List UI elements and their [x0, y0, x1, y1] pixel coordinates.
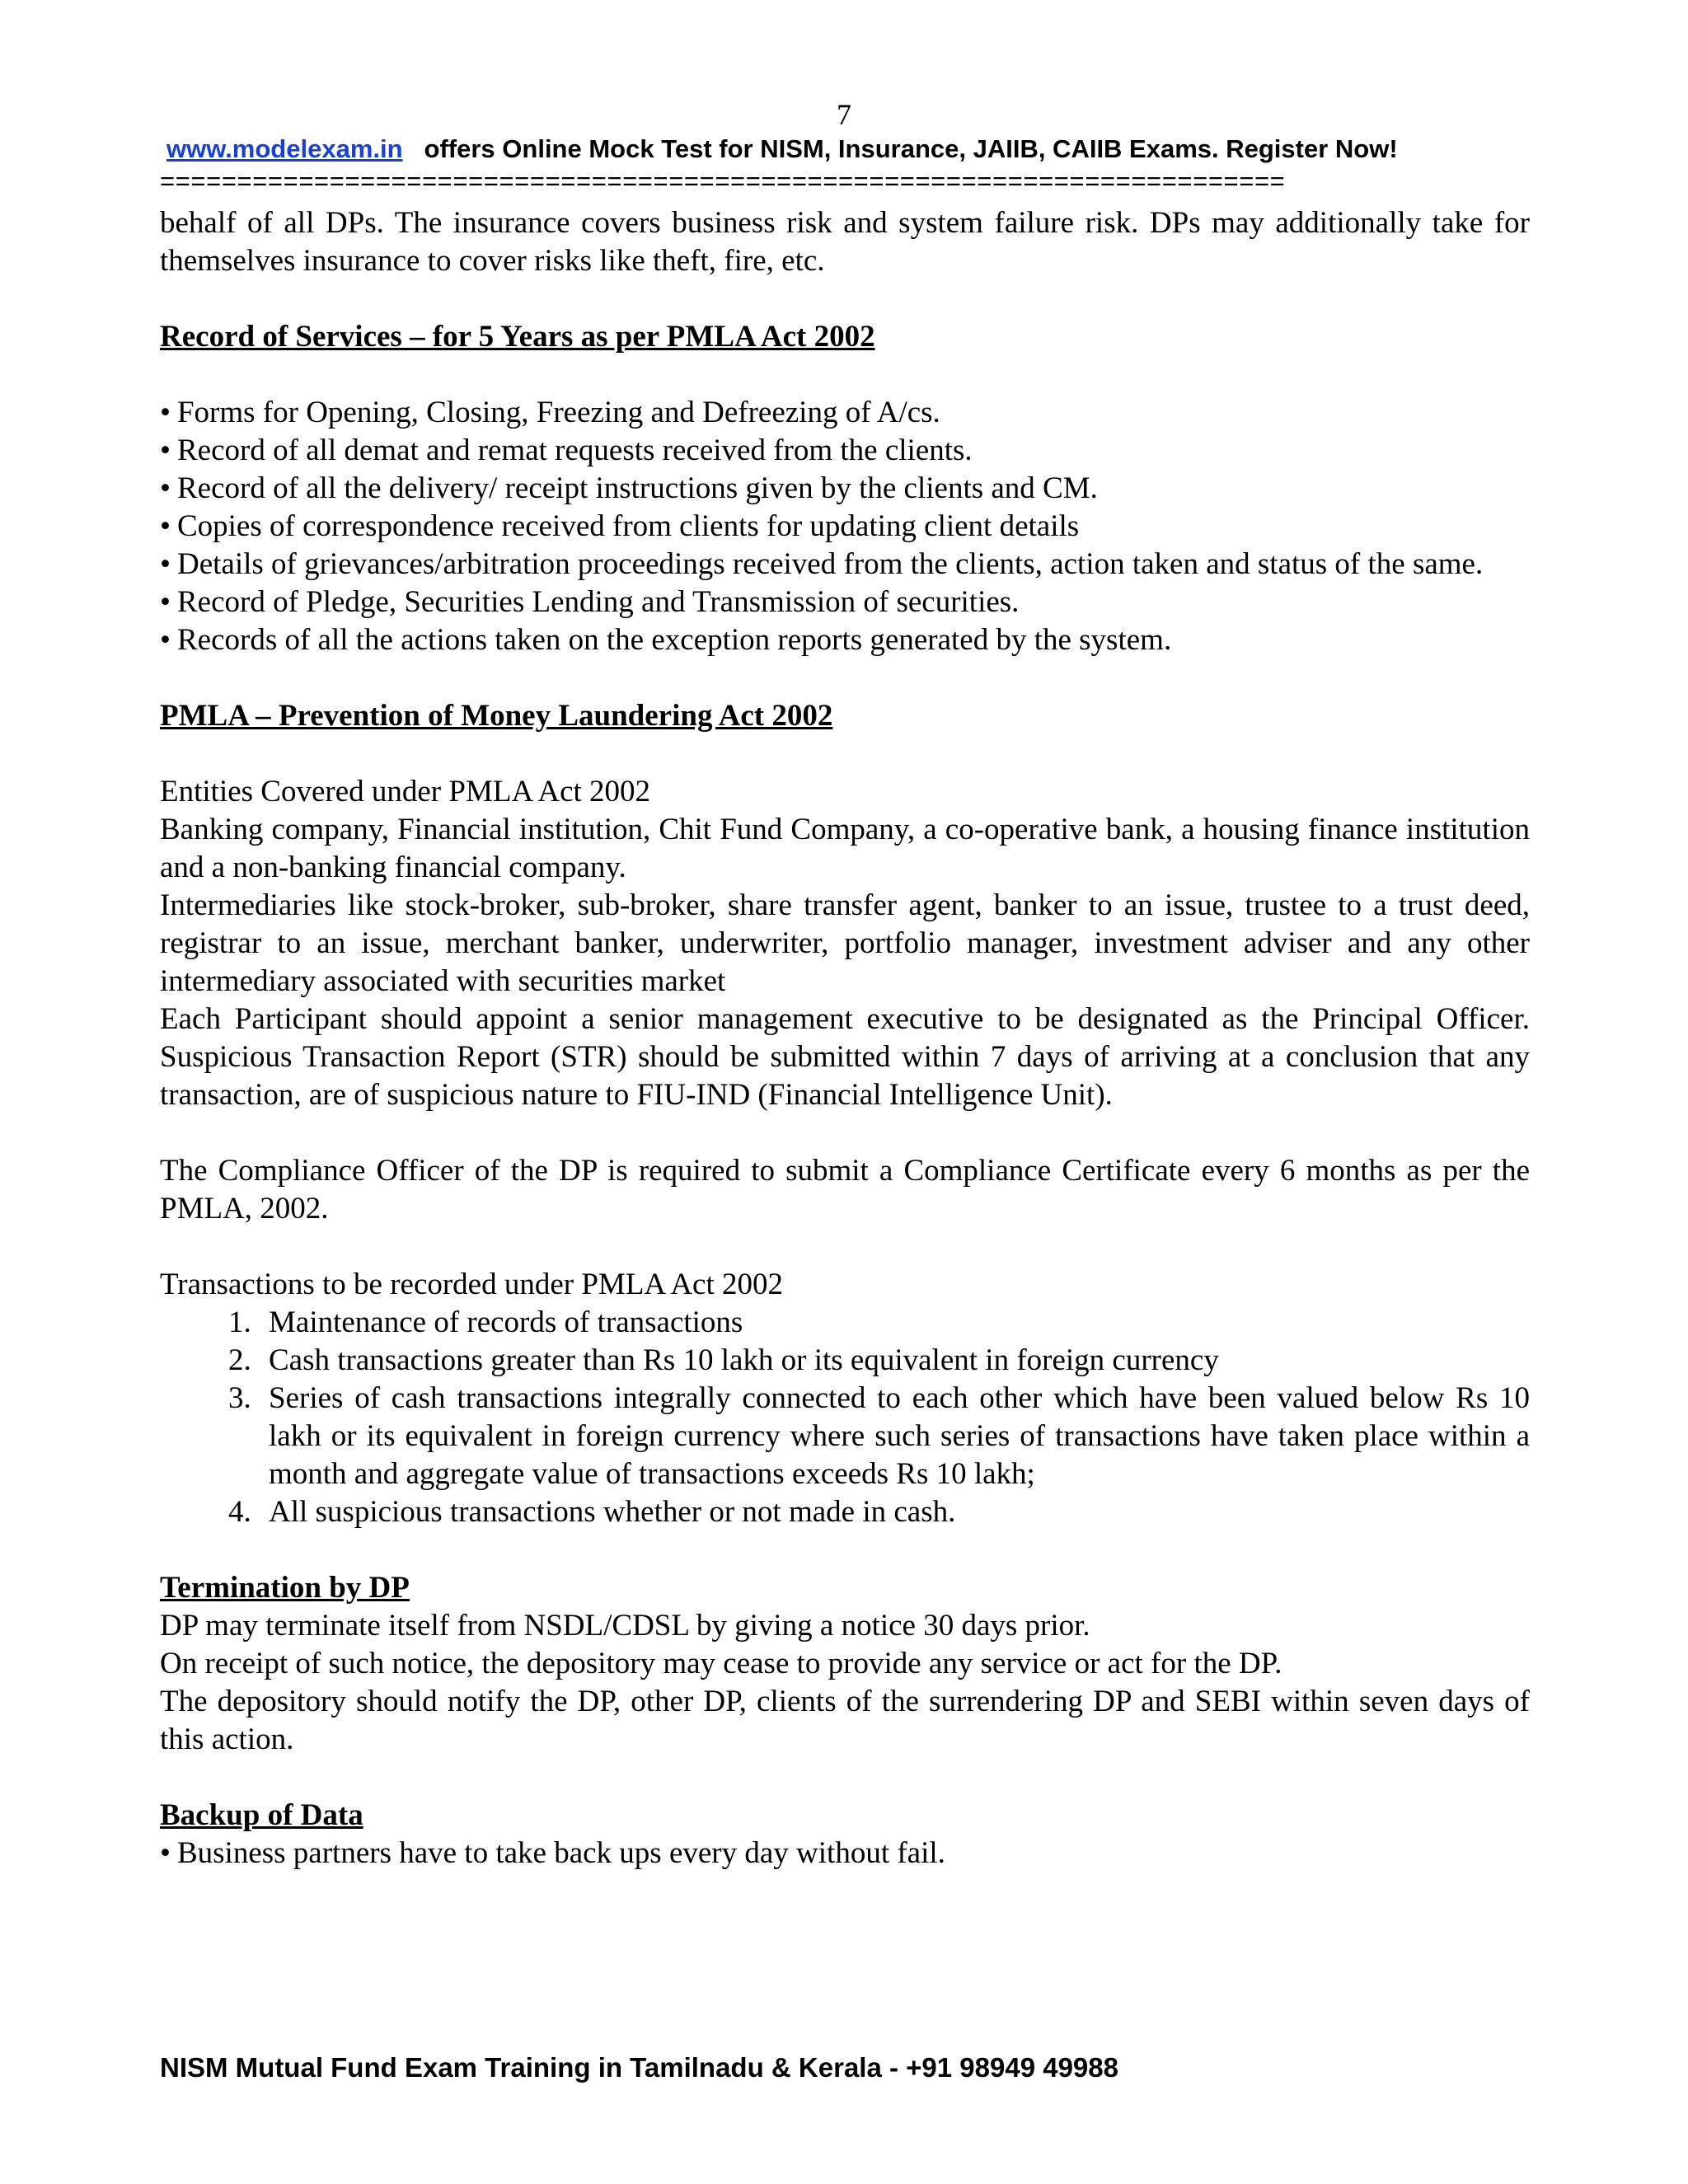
compliance-text: The Compliance Officer of the DP is required to submit a Compliance Certificate every 6 months as per the PMLA, 2002. [160, 1154, 1530, 1226]
list-item: • Copies of correspondence received from clients for updating client details [160, 508, 1530, 546]
site-link[interactable]: www.modelexam.in [166, 134, 403, 163]
page-number: 7 [837, 98, 851, 131]
promo-header [166, 134, 1398, 164]
transactions-list [160, 1304, 1530, 1531]
list-item: • Record of all the delivery/ receipt instructions given by the clients and CM. [160, 470, 1530, 508]
list-item: • Record of Pledge, Securities Lending and Transmission of securities. [160, 583, 1530, 621]
list-item: 2. Cash transactions greater than Rs 10 lakh or its equivalent in foreign currency [259, 1342, 1530, 1380]
section-heading-termination: Termination by DP [160, 1571, 410, 1605]
termination-line: The depository should notify the DP, other DP, clients of the surrendering DP and SEBI within seven days of this action. [160, 1685, 1530, 1756]
transactions-label: Transactions to be recorded under PMLA Act 2002 [160, 1268, 783, 1301]
page-footer: NISM Mutual Fund Exam Training in Tamilnadu & Kerala - +91 98949 49988 [160, 2052, 1118, 2083]
record-of-services-list [160, 394, 1530, 659]
promo-tagline: offers Online Mock Test for NISM, Insurance, JAIIB, CAIIB Exams. Register Now! [424, 134, 1398, 163]
header-divider: ========================================================================= [160, 166, 1286, 195]
intermediaries-text: Intermediaries like stock-broker, sub-broker, share transfer agent, banker to an issue, trustee to a trust deed, registrar to an issue, merchant banker, underwriter, portfolio manager, investment adviser and any other intermediary associated with securities market [160, 888, 1530, 998]
section-heading-backup: Backup of Data [160, 1798, 363, 1832]
list-item: • Details of grievances/arbitration proceedings received from the clients, action taken and status of the same. [160, 546, 1530, 583]
list-item: 4. All suspicious transactions whether or not made in cash. [259, 1493, 1530, 1531]
list-item: • Forms for Opening, Closing, Freezing and Defreezing of A/cs. [160, 394, 1530, 432]
section-heading-record-of-services: Record of Services – for 5 Years as per PMLA Act 2002 [160, 320, 875, 354]
list-item: • Record of all demat and remat requests received from the clients. [160, 432, 1530, 470]
list-item: 1. Maintenance of records of transactions [259, 1304, 1530, 1342]
termination-line: DP may terminate itself from NSDL/CDSL by giving a notice 30 days prior. [160, 1609, 1090, 1643]
intro-paragraph: behalf of all DPs. The insurance covers business risk and system failure risk. DPs may additionally take for themselves insurance to cover risks like theft, fire, etc. [160, 206, 1530, 278]
list-item: • Business partners have to take back ups every day without fail. [160, 1835, 1530, 1872]
page-content [160, 204, 1530, 1872]
section-heading-pmla: PMLA – Prevention of Money Laundering Act 2002 [160, 699, 833, 733]
list-item: 3. Series of cash transactions integrally connected to each other which have been valued below Rs 10 lakh or its equivalent in foreign currency where such series of transactions have taken place within a month and aggregate value of transactions exceeds Rs 10 lakh; [259, 1380, 1530, 1493]
list-item: • Records of all the actions taken on the exception reports generated by the system. [160, 621, 1530, 659]
principal-officer-text: Each Participant should appoint a senior management executive to be designated as the Principal Officer. Suspicious Transaction Report (STR) should be submitted within 7 days of arriving at a conclusion that any transaction, are of suspicious nature to FIU-IND (Financial Intelligence Unit). [160, 1002, 1530, 1112]
termination-line: On receipt of such notice, the depository may cease to provide any service or act for the DP. [160, 1647, 1282, 1680]
entities-label: Entities Covered under PMLA Act 2002 [160, 775, 651, 808]
backup-list [160, 1835, 1530, 1872]
entities-text: Banking company, Financial institution, Chit Fund Company, a co-operative bank, a housing finance institution and a non-banking financial company. [160, 813, 1530, 884]
